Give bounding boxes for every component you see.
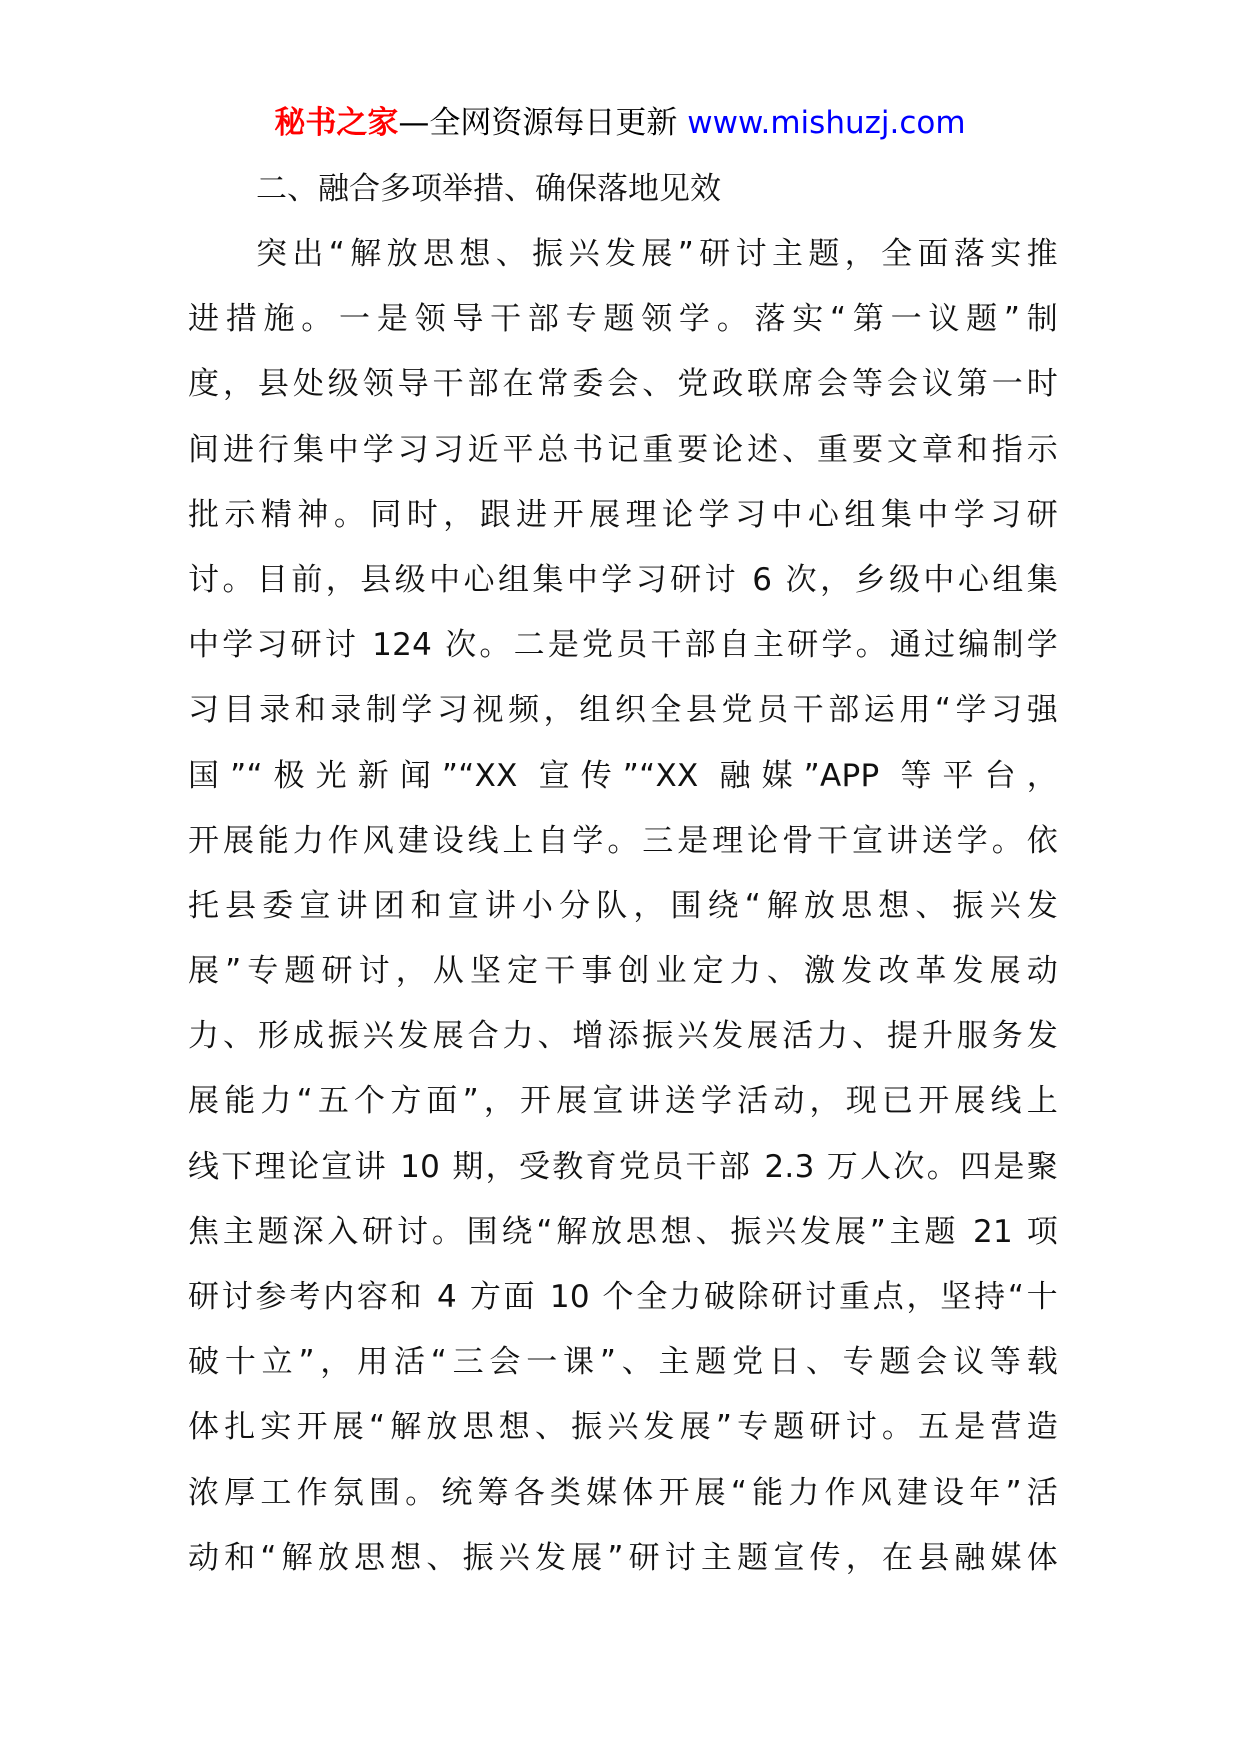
text-line: 间进行集中学习习近平总书记重要论述、重要文章和指示 (188, 431, 1058, 468)
text-line: 度，县处级领导干部在常委会、党政联席会等会议第一时 (188, 366, 1058, 403)
brand-tagline: —全网资源每日更新 (398, 105, 678, 141)
text-line: 批示精神。同时，跟进开展理论学习中心组集中学习研 (188, 496, 1058, 533)
text-line: 力、形成振兴发展合力、增添振兴发展活力、提升服务发 (188, 1018, 1058, 1055)
body-paragraph (188, 232, 1058, 1601)
text-line: 习目录和录制学习视频，组织全县党员干部运用“学习强 (188, 692, 1058, 729)
text-line: 中学习研讨 124 次。二是党员干部自主研学。通过编制学 (188, 627, 1058, 664)
watermark-header (0, 103, 1240, 143)
text-line: 体扎实开展“解放思想、振兴发展”专题研讨。五是营造 (188, 1409, 1058, 1446)
text-line: 展能力“五个方面”，开展宣讲送学活动，现已开展线上 (188, 1083, 1058, 1120)
text-line: 托县委宣讲团和宣讲小分队，围绕“解放思想、振兴发 (188, 887, 1058, 924)
text-line: 国”“极光新闻”“XX 宣传”“XX 融媒”APP 等平台， (188, 757, 1058, 794)
text-line: 线下理论宣讲 10 期，受教育党员干部 2.3 万人次。四是聚 (188, 1148, 1058, 1185)
text-line: 焦主题深入研讨。围绕“解放思想、振兴发展”主题 21 项 (188, 1213, 1058, 1250)
text-line: 展”专题研讨，从坚定干事创业定力、激发改革发展动 (188, 953, 1058, 990)
brand-name: 秘书之家 (274, 105, 399, 141)
section-heading: 二、融合多项举措、确保落地见效 (256, 171, 721, 207)
text-line: 研讨参考内容和 4 方面 10 个全力破除研讨重点，坚持“十 (188, 1279, 1058, 1315)
text-line: 浓厚工作氛围。统筹各类媒体开展“能力作风建设年”活 (188, 1474, 1058, 1511)
text-line: 破十立”，用活“三会一课”、主题党日、专题会议等载 (188, 1344, 1058, 1381)
text-line: 讨。目前，县级中心组集中学习研讨 6 次，乡级中心组集 (188, 561, 1058, 598)
text-line: 开展能力作风建设线上自学。三是理论骨干宣讲送学。依 (188, 822, 1058, 859)
brand-url[interactable]: www.mishuzj.com (687, 105, 966, 141)
text-line: 突出“解放思想、振兴发展”研讨主题，全面落实推 (256, 236, 1058, 272)
text-line: 进措施。一是领导干部专题领学。落实“第一议题”制 (188, 301, 1058, 338)
text-line: 动和“解放思想、振兴发展”研讨主题宣传，在县融媒体 (188, 1539, 1058, 1576)
